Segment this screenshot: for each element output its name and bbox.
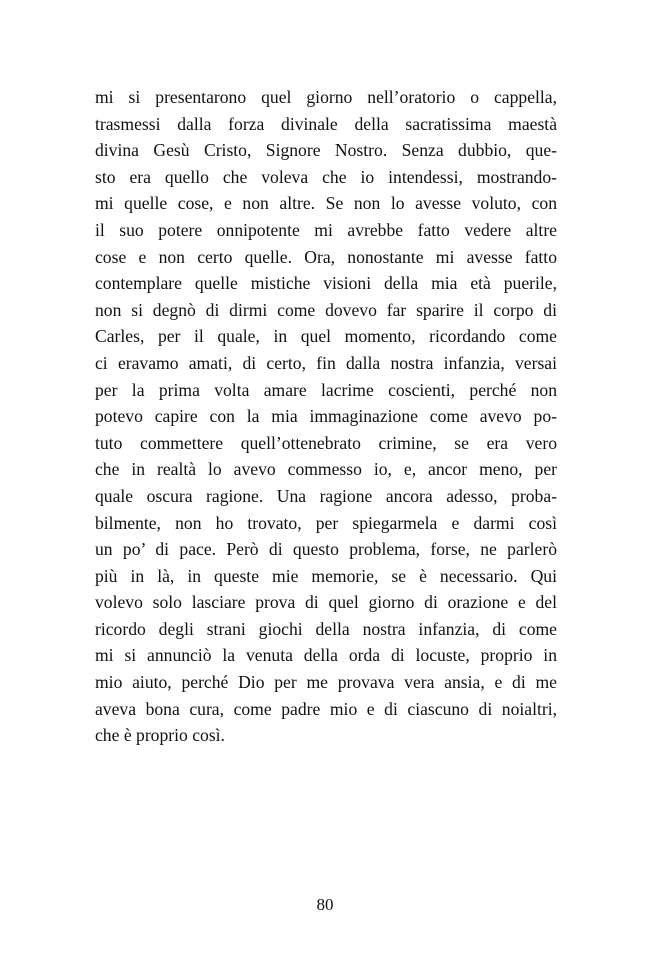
text-line: contemplare quelle mistiche visioni della mia età puerile, <box>95 273 557 294</box>
text-line: non si degnò di dirmi come dovevo far sparire il corpo di <box>95 299 557 320</box>
page-number: 80 <box>316 895 334 914</box>
text-line: ricordo degli strani giochi della nostra infanzia, di come <box>95 618 557 639</box>
text-line: il suo potere onnipotente mi avrebbe fatto vedere altre <box>95 219 557 240</box>
text-line: per la prima volta amare lacrime coscienti, perché non <box>95 379 557 400</box>
text-line: sto era quello che voleva che io intendessi, mostrando- <box>95 166 557 187</box>
text-line: Carles, per il quale, in quel momento, ricordando come <box>95 326 557 347</box>
text-line: che è proprio così. <box>95 725 225 746</box>
text-line: bilmente, non ho trovato, per spiegarmela e darmi così <box>95 512 557 533</box>
text-line: mi si annunciò la venuta della orda di locuste, proprio in <box>95 645 557 666</box>
text-line: potevo capire con la mia immaginazione come avevo po- <box>95 406 557 427</box>
text-line: che in realtà lo avevo commesso io, e, ancor meno, per <box>95 459 557 480</box>
text-line: mi quelle cose, e non altre. Se non lo avesse voluto, con <box>95 193 557 214</box>
text-line: aveva bona cura, come padre mio e di ciascuno di noialtri, <box>95 698 557 719</box>
text-line: cose e non certo quelle. Ora, nonostante mi avesse fatto <box>95 246 557 267</box>
text-line: mi si presentarono quel giorno nell’oratorio o cappella, <box>95 87 557 107</box>
text-line: ci eravamo amati, di certo, fin dalla nostra infanzia, versai <box>95 352 557 373</box>
text-line: mio aiuto, perché Dio per me provava vera ansia, e di me <box>95 672 557 693</box>
text-line: divina Gesù Cristo, Signore Nostro. Senza dubbio, que- <box>95 140 557 161</box>
text-line: trasmessi dalla forza divinale della sacratissima maestà <box>95 113 557 134</box>
text-line: quale oscura ragione. Una ragione ancora adesso, proba- <box>95 485 557 506</box>
text-line: tuto commettere quell’ottenebrato crimine, se era vero <box>95 432 557 453</box>
body-text <box>95 84 557 749</box>
text-line: più in là, in queste mie memorie, se è necessario. Qui <box>95 565 557 586</box>
text-line: un po’ di pace. Però di questo problema, forse, ne parlerò <box>95 539 557 560</box>
text-line: volevo solo lasciare prova di quel giorno di orazione e del <box>95 592 557 613</box>
